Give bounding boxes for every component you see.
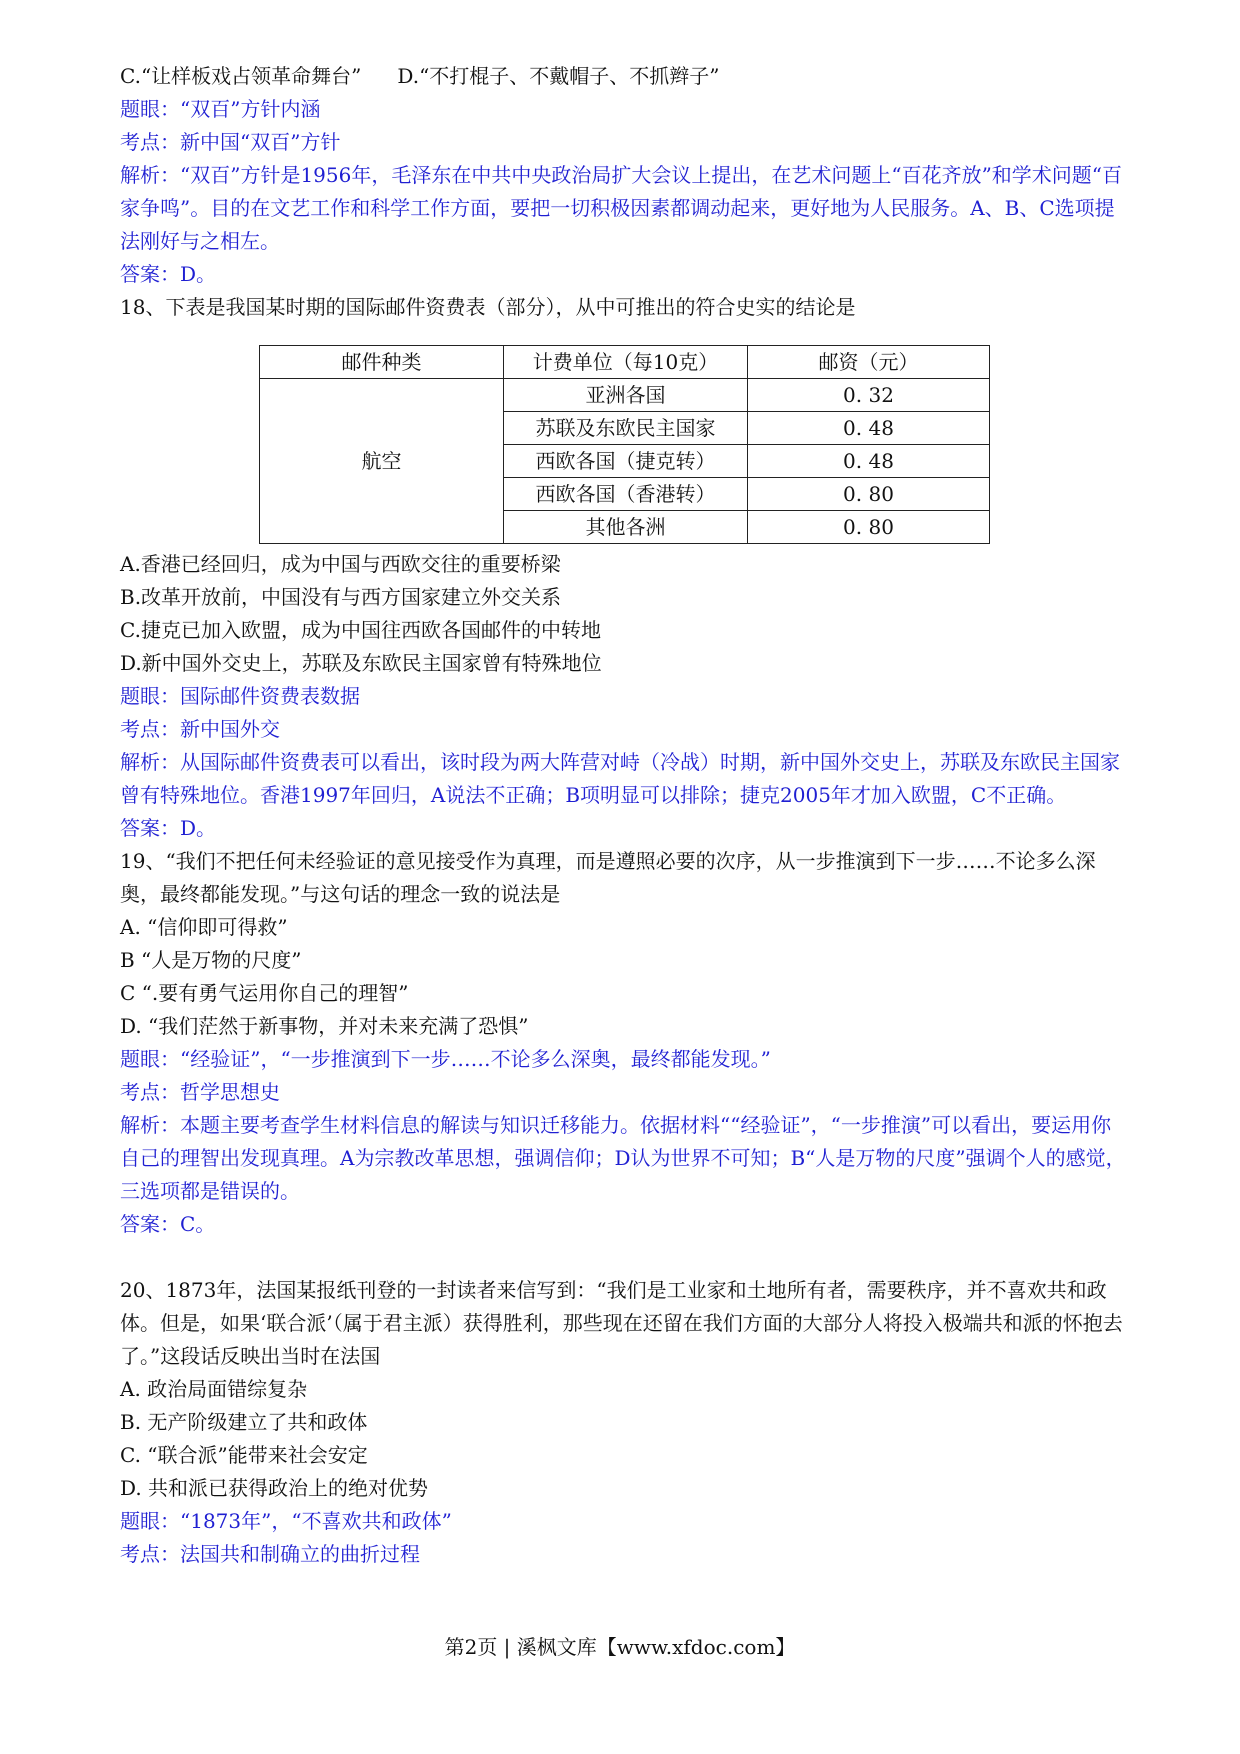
fee-cell: 0. 48 (748, 412, 990, 445)
option-c: C.“让样板戏占领革命舞台” (120, 64, 362, 88)
region-cell: 苏联及东欧民主国家 (504, 412, 748, 445)
q18-kaodian: 考点：新中国外交 (120, 717, 280, 741)
q20-option-b: B. 无产阶级建立了共和政体 (120, 1410, 368, 1434)
q18-analysis: 解析：从国际邮件资费表可以看出，该时段为两大阵营对峙（冷战）时期，新中国外交史上，苏联及东欧民主国家曾有特殊地位。香港1997年回归，A说法不正确；B项明显可以排除；捷克2005年才加入欧盟，C不正确。 (120, 750, 1120, 807)
q19-option-c: C “.要有勇气运用你自己的理智” (120, 981, 409, 1005)
table-header-row (260, 346, 990, 379)
table-row (260, 379, 990, 412)
q19-kaodian: 考点：哲学思想史 (120, 1080, 280, 1104)
region-cell: 其他各洲 (504, 511, 748, 544)
page-footer: 第2页 | 溪枫文库【www.xfdoc.com】 (444, 1635, 796, 1659)
q20-tiyan: 题眼：“1873年”，“不喜欢共和政体” (120, 1509, 452, 1533)
q20-option-d: D. 共和派已获得政治上的绝对优势 (120, 1476, 429, 1500)
q17-kaodian: 考点：新中国“双百”方针 (120, 130, 341, 154)
q20-option-c: C. “联合派”能带来社会安定 (120, 1443, 368, 1467)
question-17-options (120, 60, 1130, 93)
q17-answer: 答案：D。 (120, 262, 217, 286)
q17-analysis: 解析：“双百”方针是1956年，毛泽东在中共中央政治局扩大会议上提出，在艺术问题上“百花齐放”和学术问题“百家争鸣”。目的在文艺工作和科学工作方面，要把一切积极因素都调动起来，更好地为人民服务。A、B、C选项提法刚好与之相左。 (120, 163, 1123, 253)
spacer (120, 1241, 1130, 1274)
postage-table (259, 345, 990, 544)
postage-table-wrapper (259, 345, 1130, 544)
fee-cell: 0. 80 (748, 511, 990, 544)
fee-cell: 0. 48 (748, 445, 990, 478)
q19-tiyan: 题眼：“经验证”，“一步推演到下一步……不论多么深奥，最终都能发现。” (120, 1047, 771, 1071)
q19-option-d: D. “我们茫然于新事物，并对未来充满了恐惧” (120, 1014, 529, 1038)
q19-option-b: B “人是万物的尺度” (120, 948, 302, 972)
q19-option-a: A. “信仰即可得救” (120, 915, 288, 939)
q18-tiyan: 题眼：国际邮件资费表数据 (120, 684, 360, 708)
document-page (120, 60, 1130, 1571)
header-unit: 计费单位（每10克） (504, 346, 748, 379)
q20-kaodian: 考点：法国共和制确立的曲折过程 (120, 1542, 420, 1566)
header-mail-type: 邮件种类 (260, 346, 504, 379)
region-cell: 西欧各国（香港转） (504, 478, 748, 511)
header-fee: 邮资（元） (748, 346, 990, 379)
region-cell: 亚洲各国 (504, 379, 748, 412)
q19-analysis: 解析：本题主要考查学生材料信息的解读与知识迁移能力。依据材料““经验证”，“一步推演”可以看出，要运用你自己的理智出发现真理。A为宗教改革思想，强调信仰；D认为世界不可知；B“人是万物的尺度”强调个人的感觉，三选项都是错误的。 (120, 1113, 1126, 1203)
q19-answer: 答案：C。 (120, 1212, 216, 1236)
option-d: D.“不打棍子、不戴帽子、不抓辫子” (397, 64, 720, 88)
mail-category-cell: 航空 (260, 379, 504, 544)
q19-stem: 19、“我们不把任何未经验证的意见接受作为真理，而是遵照必要的次序，从一步推演到下一步……不论多么深奥，最终都能发现。”与这句话的理念一致的说法是 (120, 849, 1096, 906)
q18-option-b: B.改革开放前，中国没有与西方国家建立外交关系 (120, 585, 562, 609)
q17-tiyan: 题眼：“双百”方针内涵 (120, 97, 321, 121)
q18-option-d: D.新中国外交史上，苏联及东欧民主国家曾有特殊地位 (120, 651, 602, 675)
fee-cell: 0. 80 (748, 478, 990, 511)
q18-stem: 18、下表是我国某时期的国际邮件资费表（部分），从中可推出的符合史实的结论是 (120, 295, 856, 319)
q18-option-a: A.香港已经回归，成为中国与西欧交往的重要桥梁 (120, 552, 561, 576)
region-cell: 西欧各国（捷克转） (504, 445, 748, 478)
q20-option-a: A. 政治局面错综复杂 (120, 1377, 308, 1401)
q18-option-c: C.捷克已加入欧盟，成为中国往西欧各国邮件的中转地 (120, 618, 601, 642)
q20-stem: 20、1873年，法国某报纸刊登的一封读者来信写到：“我们是工业家和土地所有者，需要秩序，并不喜欢共和政体。但是，如果‘联合派’（属于君主派）获得胜利，那些现在还留在我们方面的大部分人将投入极端共和派的怀抱去了。”这段话反映出当时在法国 (120, 1278, 1123, 1368)
fee-cell: 0. 32 (748, 379, 990, 412)
q18-answer: 答案：D。 (120, 816, 217, 840)
